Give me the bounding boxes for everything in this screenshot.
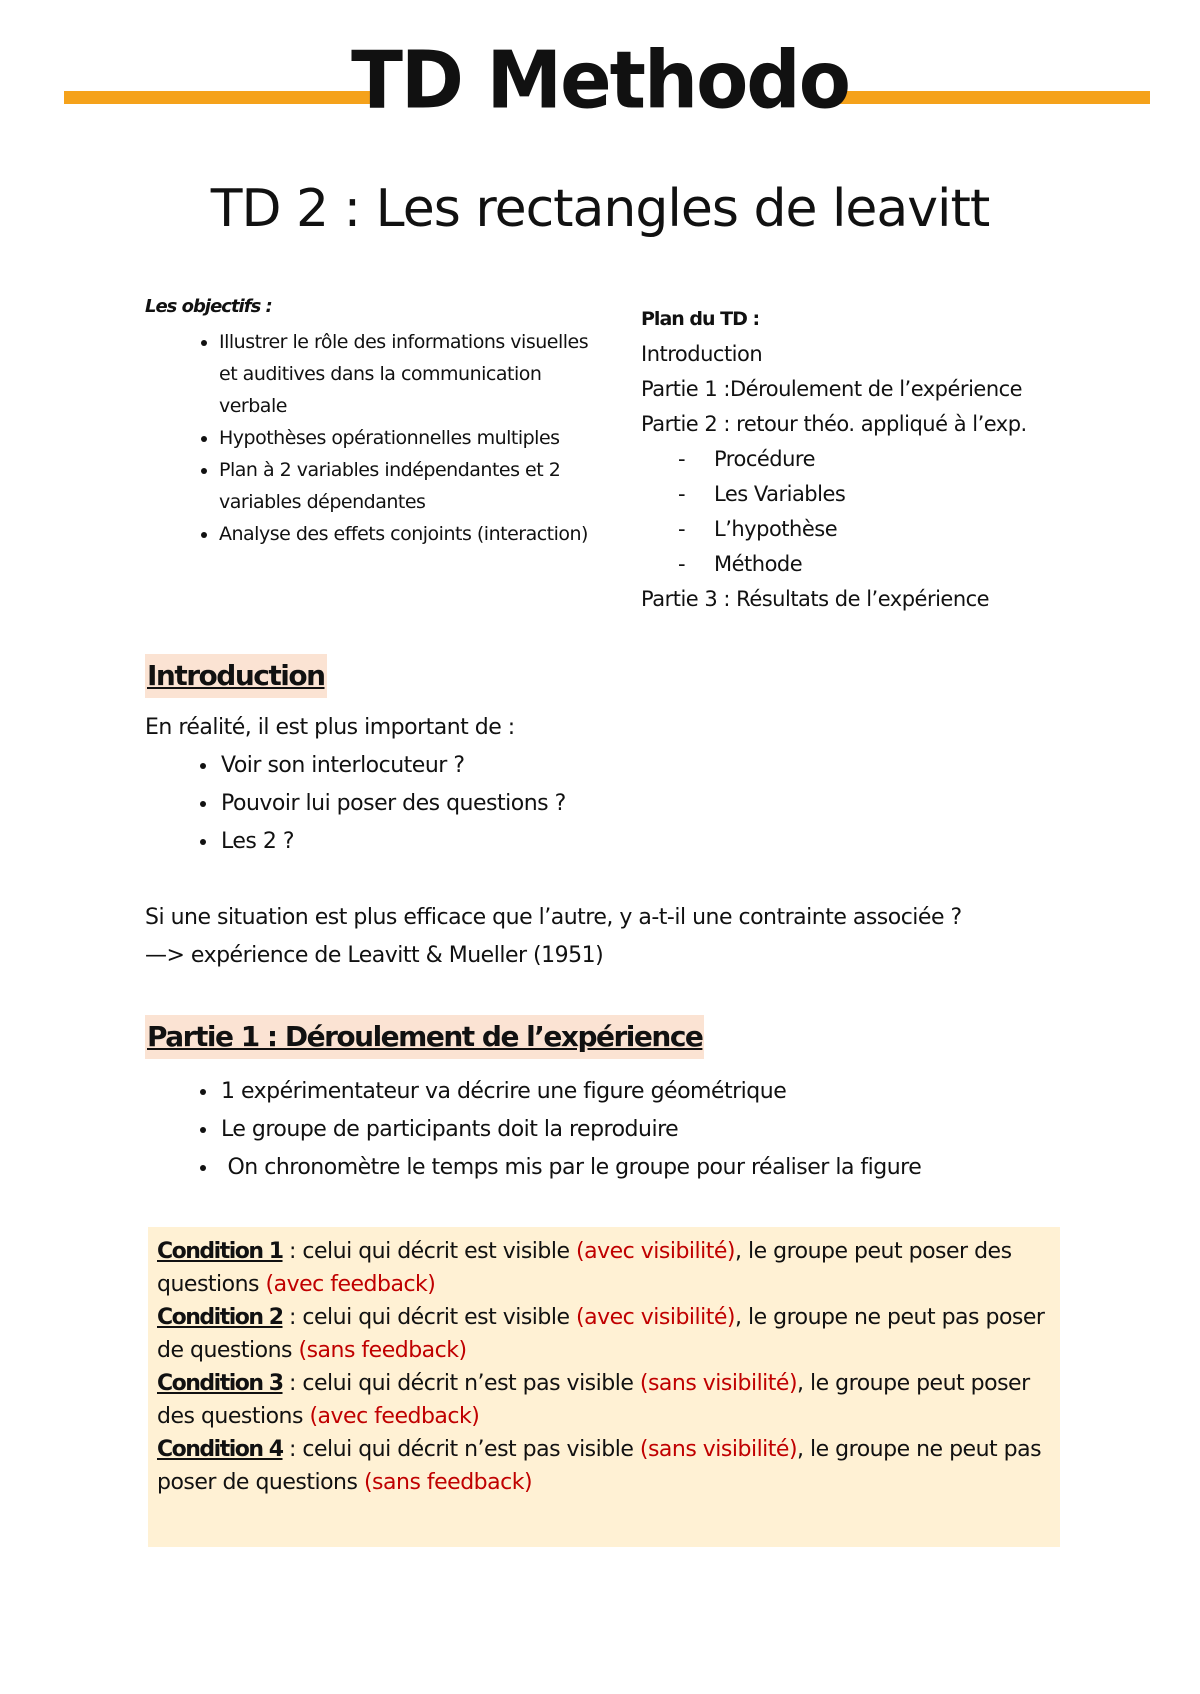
condition-label: Condition 3 xyxy=(157,1371,283,1396)
introduction-lead: En réalité, il est plus important de : xyxy=(145,715,515,740)
list-item: • Les 2 ? xyxy=(219,823,1119,861)
list-item: • Hypothèses opérationnelles multiples xyxy=(219,422,609,454)
dash-bullet: - xyxy=(678,447,686,471)
plan-line: Partie 3 : Résultats de l’expérience xyxy=(641,587,990,611)
list-item: • Le groupe de participants doit la reproduire xyxy=(219,1111,1169,1149)
plan-sub-item: - Procédure xyxy=(641,442,1141,477)
list-item: • Pouvoir lui poser des questions ? xyxy=(219,785,1119,823)
condition-emphasis: (sans visibilité) xyxy=(639,1371,798,1396)
plan-line: Partie 2 : retour théo. appliqué à l’exp. xyxy=(641,412,1027,436)
condition-label: Condition 2 xyxy=(157,1305,283,1330)
list-item: • Plan à 2 variables indépendantes et 2 variables dépendantes xyxy=(219,454,609,518)
page-title: TD Methodo xyxy=(351,32,849,127)
objectives-list xyxy=(185,326,609,550)
condition-2: Condition 2 : celui qui décrit est visible (avec visibilité), le groupe ne peut pas poser de questions (sans feedback) xyxy=(157,1305,1051,1363)
list-item: • Analyse des effets conjoints (interaction) xyxy=(219,518,609,550)
condition-label: Condition 4 xyxy=(157,1437,283,1462)
partie1-heading: Partie 1 : Déroulement de l’expérience xyxy=(145,1015,704,1059)
condition-1: Condition 1 : celui qui décrit est visible (avec visibilité), le groupe peut poser des questions (avec feedback) xyxy=(157,1239,1019,1297)
dash-bullet: - xyxy=(678,552,686,576)
condition-emphasis: (avec visibilité) xyxy=(576,1305,735,1330)
introduction-list xyxy=(182,747,1119,861)
conditions-box xyxy=(148,1227,1060,1547)
condition-4: Condition 4 : celui qui décrit n’est pas visible (sans visibilité), le groupe ne peut pas poser de questions (sans feedback) xyxy=(157,1437,1048,1495)
plan-sub-item: - Les Variables xyxy=(641,477,1141,512)
plan-sub-item: - Méthode xyxy=(641,547,1141,582)
td-subtitle: TD 2 : Les rectangles de leavitt xyxy=(210,179,990,239)
plan-line: Partie 1 :Déroulement de l’expérience xyxy=(641,377,1023,401)
plan-heading: Plan du TD : xyxy=(641,308,760,330)
list-item: • Voir son interlocuteur ? xyxy=(219,747,1119,785)
introduction-reference: —> expérience de Leavitt & Mueller (1951) xyxy=(145,943,604,968)
condition-label: Condition 1 xyxy=(157,1239,283,1264)
dash-bullet: - xyxy=(678,517,686,541)
introduction-heading: Introduction xyxy=(145,654,327,698)
list-item: • On chronomètre le temps mis par le groupe pour réaliser la figure xyxy=(219,1149,1169,1187)
condition-3: Condition 3 : celui qui décrit n’est pas visible (sans visibilité), le groupe peut poser des questions (avec feedback) xyxy=(157,1371,1037,1429)
condition-emphasis: (avec feedback) xyxy=(309,1404,480,1429)
condition-emphasis: (avec visibilité) xyxy=(576,1239,735,1264)
condition-emphasis: (sans feedback) xyxy=(298,1338,467,1363)
condition-emphasis: (avec feedback) xyxy=(265,1272,436,1297)
plan-sub-item: - L’hypothèse xyxy=(641,512,1141,547)
list-item: • Illustrer le rôle des informations visuelles et auditives dans la communication verbale xyxy=(219,326,609,422)
plan-line: Introduction xyxy=(641,342,763,366)
objectives-heading: Les objectifs : xyxy=(145,296,272,317)
plan-section xyxy=(641,302,1141,617)
dash-bullet: - xyxy=(678,482,686,506)
condition-emphasis: (sans feedback) xyxy=(363,1470,533,1495)
list-item: • 1 expérimentateur va décrire une figure géométrique xyxy=(219,1073,1169,1111)
condition-emphasis: (sans visibilité) xyxy=(639,1437,798,1462)
partie1-list xyxy=(182,1073,1169,1187)
introduction-question: Si une situation est plus efficace que l’autre, y a-t-il une contrainte associée ? xyxy=(145,905,962,930)
